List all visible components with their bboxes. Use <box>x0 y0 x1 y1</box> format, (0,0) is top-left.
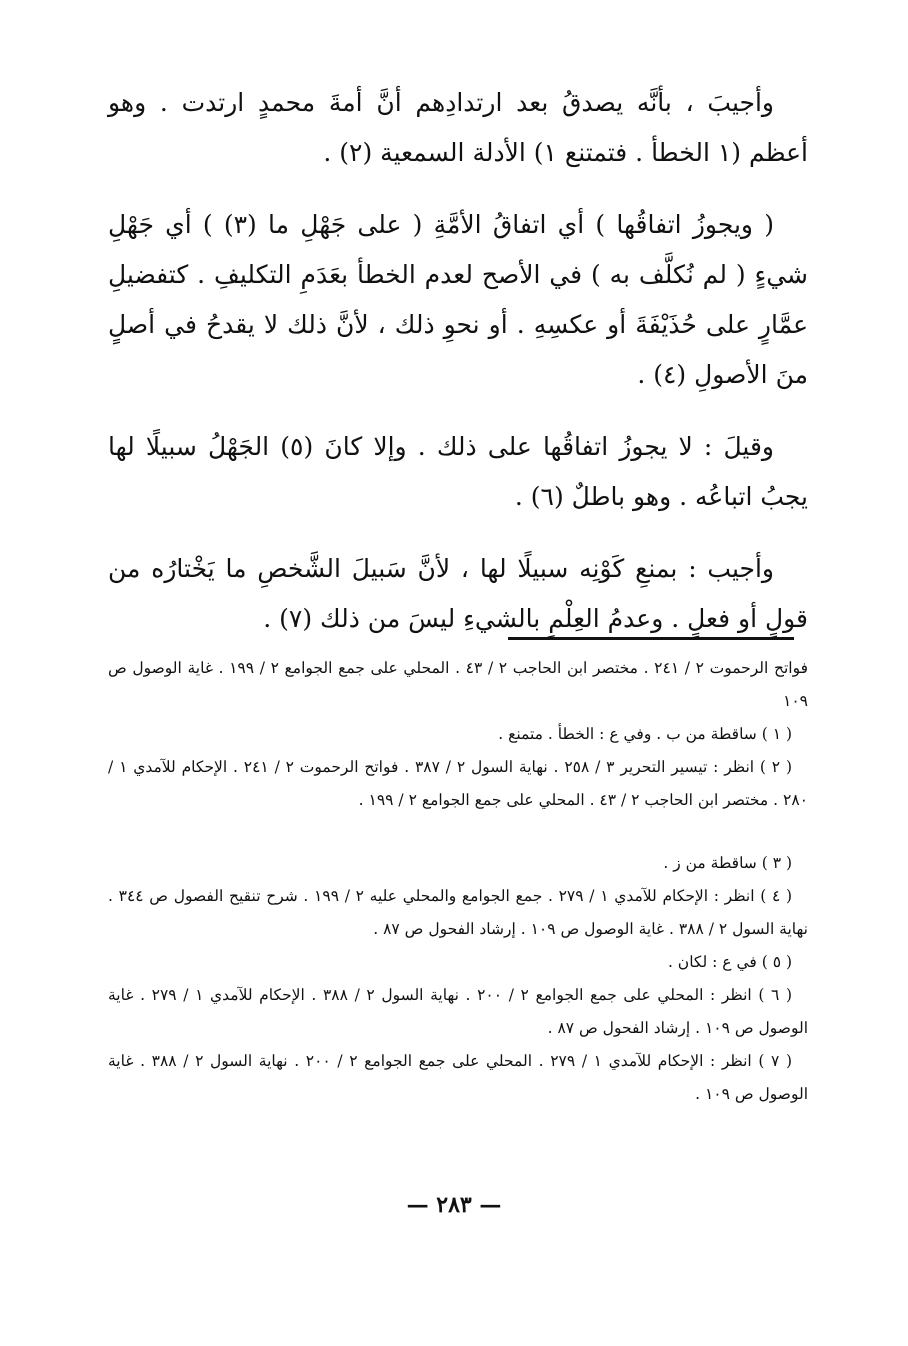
footnote-3: ( ٣ ) ساقطة من ز . <box>663 854 792 872</box>
page-number: — ٢٨٣ — <box>406 1192 502 1218</box>
paragraph-answer-2 <box>108 544 808 644</box>
paragraph-text: ( ويجوزُ اتفاقُها ) أي اتفاقُ الأمَّةِ ( على جَهْلِ ما (٣) ) أي جَهْلِ شيءٍ ( لم نُكلَّف به ) في الأصح لعدم الخطأ بعَدَمِ التكليفِ . كتفضيلِ عمَّارٍ على حُذَيْفَةَ أو عكسِهِ . أو نحوِ ذلك ، لأنَّ ذلك لا يقدحُ في أصلٍ منَ الأصولِ (٤) . <box>108 210 808 389</box>
footnotes-section <box>108 652 808 1111</box>
footnote-4: ( ٤ ) انظر : الإحكام للآمدي ١ / ٢٧٩ . جمع الجوامع والمحلي عليه ٢ / ١٩٩ . شرح تنقيح الفصول ص ٣٤٤ . نهاية السول ٢ / ٣٨٨ . غاية الوصول ص ١٠٩ . إرشاد الفحول ص ٨٧ . <box>108 887 808 938</box>
paragraph-text: وأجيب : بمنعِ كَوْنِه سبيلًا لها ، لأنَّ سَبيلَ الشَّخصِ ما يَخْتارُه من قولٍ أو فعلٍ . وعدمُ العِلْمِ بالشيءِ ليسَ من ذلك (٧) . <box>108 554 808 633</box>
main-text <box>108 78 808 666</box>
paragraph-ignorance-permitted <box>108 200 808 400</box>
footnote-separator <box>508 637 794 640</box>
footnote-2: ( ٢ ) انظر : تيسير التحرير ٣ / ٢٥٨ . نهاية السول ٢ / ٣٨٧ . فواتح الرحموت ٢ / ٢٤١ . الإحكام للآمدي ١ / ٢٨٠ . مختصر ابن الحاجب ٢ / ٤٣ . المحلي على جمع الجوامع ٢ / ١٩٩ . <box>108 758 808 809</box>
footnote-6: ( ٦ ) انظر : المحلي على جمع الجوامع ٢ / ٢٠٠ . نهاية السول ٢ / ٣٨٨ . الإحكام للآمدي ١ / ٢٧٩ . غاية الوصول ص ١٠٩ . إرشاد الفحول ص ٨٧ . <box>108 986 808 1037</box>
paragraph-counter-opinion <box>108 422 808 522</box>
footnote-carryover: فواتح الرحموت ٢ / ٢٤١ . مختصر ابن الحاجب ٢ / ٤٣ . المحلي على جمع الجوامع ٢ / ١٩٩ . غاية الوصول ص ١٠٩ <box>108 659 808 710</box>
footnote-5: ( ٥ ) في ع : لكان . <box>667 953 792 971</box>
paragraph-text: وأجيبَ ، بأنَّه يصدقُ بعد ارتدادِهم أنَّ أمةَ محمدٍ ارتدت . وهو أعظم (١ الخطأ . فتمتنع ١) الأدلة السمعية (٢) . <box>108 88 808 167</box>
paragraph-answer-1 <box>108 78 808 178</box>
footnote-gap <box>108 817 808 847</box>
footnote-1: ( ١ ) ساقطة من ب . وفي ع : الخطأ . متمنع . <box>498 725 792 743</box>
footnote-7: ( ٧ ) انظر : الإحكام للآمدي ١ / ٢٧٩ . المحلي على جمع الجوامع ٢ / ٢٠٠ . نهاية السول ٢ / ٣٨٨ . غاية الوصول ص ١٠٩ . <box>108 1052 808 1103</box>
paragraph-text: وقيلَ : لا يجوزُ اتفاقُها على ذلك . وإلا كانَ (٥) الجَهْلُ سبيلًا لها يجبُ اتباعُه . وهو باطلٌ (٦) . <box>108 432 808 511</box>
